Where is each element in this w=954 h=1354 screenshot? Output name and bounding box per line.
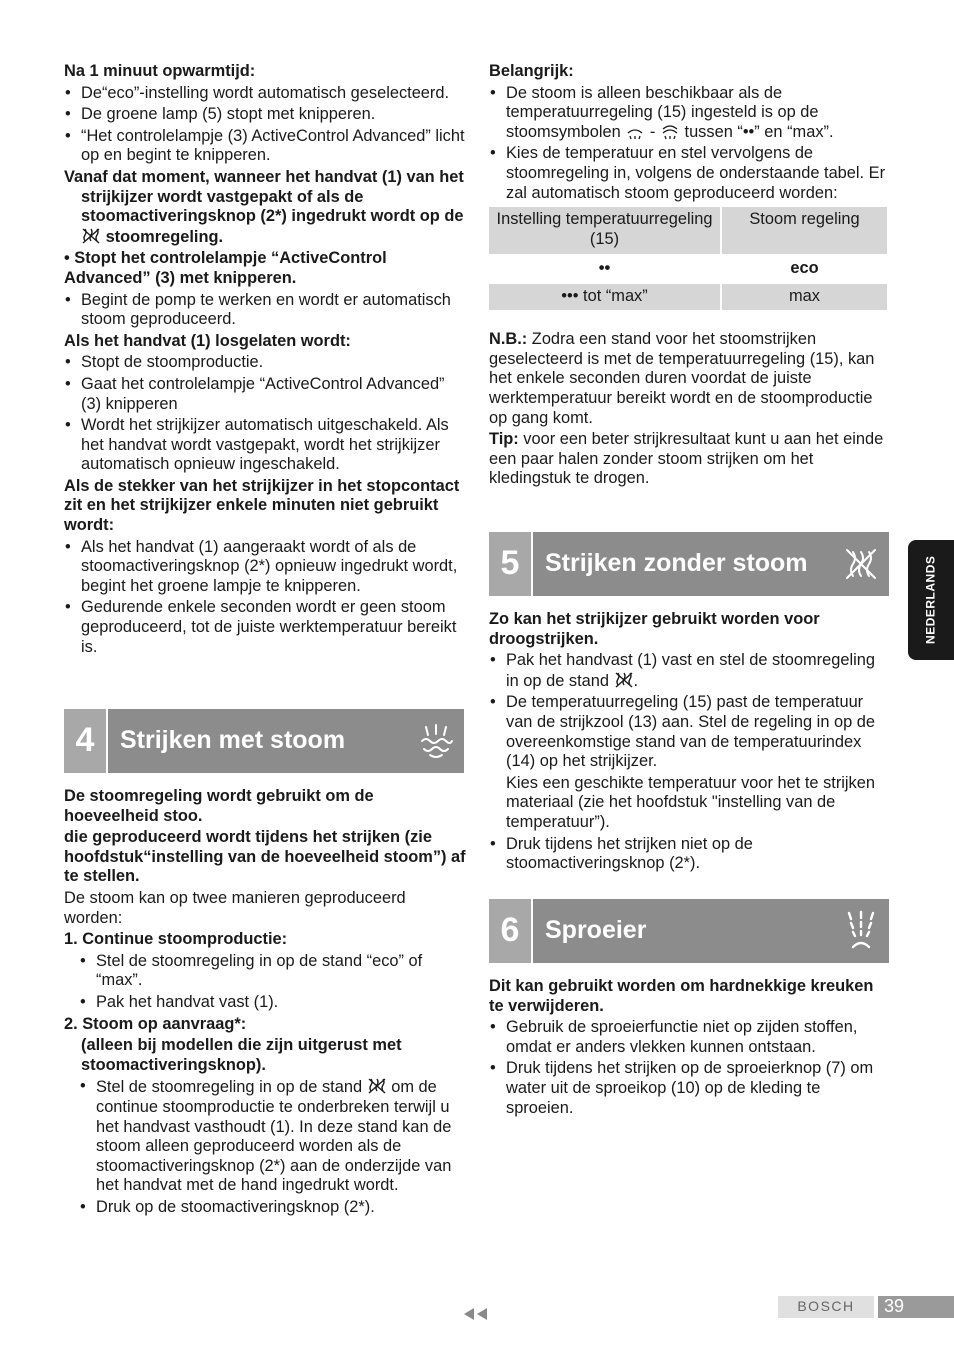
pump-list — [64, 291, 466, 330]
s4-heading-2b: (alleen bij modellen die zijn uitgerust met stoomactiveringsknop). — [81, 1036, 402, 1074]
section-4-body — [64, 787, 466, 1219]
from-moment-text: Vanaf dat moment, wanneer het handvat (1) van het strijkijzer wordt vastgepakt of als de stoomactiveringsknop (2*) ingedrukt wordt op de — [64, 167, 464, 226]
table-cell: ••• tot “max” — [489, 284, 720, 310]
s4-paragraph: De stoom kan op twee manieren geproduceerd worden: — [64, 888, 406, 927]
plug-list — [64, 538, 466, 658]
section-number: 4 — [64, 709, 108, 773]
no-steam-icon — [81, 227, 101, 245]
list-item: • Stopt de stoomproductie. — [64, 353, 466, 373]
table-header-cell: Instelling temperatuurregeling (15) — [489, 207, 720, 254]
from-moment-end: stoomregeling. — [105, 227, 224, 246]
no-steam-icon — [833, 532, 889, 596]
section-6-header — [489, 899, 889, 963]
list-item: • Als het handvat (1) aangeraakt wordt of als de stoomactiveringsknop (2*) opnieuw ingedrukt wordt, begint het groene lampje te knipperen. — [64, 538, 466, 597]
section-title: Sproeier — [545, 916, 647, 945]
spray-icon — [833, 899, 889, 963]
list-item: • Druk tijdens het strijken op de sproeierknop (7) om water uit de sproeikop (10) op de kleding te sproeien. — [489, 1059, 889, 1118]
nav-back-icon — [462, 1306, 492, 1328]
s4-bold-1: De stoomregeling wordt gebruikt om de hoeveelheid stoo. — [64, 787, 374, 825]
list-item: • Druk tijdens het strijken niet op de stoomactiveringsknop (2*). — [489, 835, 889, 874]
no-steam-icon — [367, 1077, 387, 1095]
table-cell: •• — [489, 254, 720, 284]
s6-bold: Dit kan gebruikt worden om hardnekkige kreuken te verwijderen. — [489, 977, 874, 1015]
release-heading: Als het handvat (1) losgelaten wordt: — [64, 331, 351, 350]
s5-bold: Zo kan het strijkijzer gebruikt worden voor droogstrijken. — [489, 610, 820, 648]
section-5-header — [489, 532, 889, 596]
language-tab — [908, 540, 954, 660]
steam-icon — [408, 709, 464, 773]
brand-label: BOSCH — [778, 1296, 874, 1318]
left-column — [64, 62, 466, 659]
important-heading: Belangrijk: — [489, 62, 574, 80]
page-number: 39 — [878, 1296, 954, 1318]
s6-list — [489, 1018, 889, 1118]
section-5-body — [489, 610, 889, 876]
plug-heading: Als de stekker van het strijkijzer in het stopcontact zit en het strijkijzer enkele minuten niet gebruikt wordt: — [64, 476, 460, 535]
section-number: 6 — [489, 899, 533, 963]
list-item: • Gedurende enkele seconden wordt er geen stoom geproduceerd, tot de juiste werktemperatuur bereikt is. — [64, 598, 466, 657]
list-item: • De temperatuurregeling (15) past de temperatuur van de strijkzool (13) aan. Stel de regeling in op de overeenkomstige stand van de temperatuurindex (14) op het strijkijzer. — [489, 693, 889, 771]
table-header-cell: Stoom regeling — [720, 207, 887, 254]
list-item: • “Het controlelampje (3) ActiveControl Advanced” licht op en begint te knipperen. — [64, 127, 466, 166]
list-item: • Kies de temperatuur en stel vervolgens de stoomregeling in, volgens de onderstaande tabel. Er zal automatisch stoom geproduceerd worden: — [489, 144, 889, 203]
list-item: • Pak het handvat vast (1). — [64, 993, 466, 1013]
tip-text: voor een beter strijkresultaat kunt u aan het einde een paar halen zonder stoom strijken om het kledingstuk te drogen. — [489, 430, 884, 488]
language-label: NEDERLANDS — [923, 555, 938, 645]
s5-l1-end: . — [633, 671, 639, 690]
table-cell: max — [720, 284, 887, 310]
list-item: • Begint de pomp te werken en wordt er automatisch stoom geproduceerd. — [64, 291, 466, 330]
s4-heading-1: 1. Continue stoomproductie: — [64, 930, 288, 949]
tip-label: Tip: — [489, 430, 519, 449]
stops-paragraph: • Stopt het controlelampje “ActiveControl Advanced” (3) met knipperen. — [64, 249, 387, 287]
list-item — [64, 1077, 466, 1196]
no-steam-icon — [614, 671, 634, 689]
section-title: Strijken zonder stoom — [545, 549, 808, 578]
s4-l2-text-a: Stel de stoomregeling in op de stand — [96, 1078, 363, 1097]
table-cell: eco — [720, 254, 887, 284]
right-column — [489, 62, 889, 491]
s4-l2-text-b: om de continue stoomproductie te onderbreken terwijl u het handvast vasthoudt (1). In deze stand kan de stoom alleen geproduceerd worden als de stoomactiveringsknop (2*) aan de onderzijde van het handvat met de hand ingedrukt wordt. — [96, 1078, 452, 1195]
imp1-text-a: De stoom is alleen beschikbaar als de temperatuurregeling (15) ingesteld is op de stoomsymbolen — [506, 83, 819, 141]
warmup-heading: Na 1 minuut opwarmtijd: — [64, 62, 256, 80]
list-item: • Gebruik de sproeierfunctie niet op zijden stoffen, omdat er anders vlekken kunnen ontstaan. — [489, 1018, 889, 1057]
list-item: • Wordt het strijkijzer automatisch uitgeschakeld. Als het handvat wordt vastgepakt, wordt het strijkijzer automatisch opnieuw ingeschakeld. — [64, 416, 466, 475]
s5-l1-text: Pak het handvast (1) vast en stel de stoomregeling in op de stand — [506, 651, 875, 690]
imp1-text-b: tussen “••” en “max”. — [684, 122, 834, 141]
list-item: • De“eco”-instelling wordt automatisch geselecteerd. — [64, 84, 466, 104]
s4-list-2 — [64, 1077, 466, 1217]
table-row — [489, 254, 887, 284]
s5-list — [489, 651, 889, 874]
table-row — [489, 284, 887, 310]
list-item: • Gaat het controlelampje “ActiveControl Advanced” (3) knipperen — [64, 375, 466, 414]
table-header-row — [489, 207, 887, 254]
list-item: Kies een geschikte temperatuur voor het te strijken materiaal (zie het hoofdstuk "instelling van de temperatuur”). — [506, 773, 875, 831]
steam-max-icon — [660, 124, 680, 140]
list-item: • De groene lamp (5) stopt met knipperen. — [64, 105, 466, 125]
nb-label: N.B.: — [489, 330, 528, 349]
important-list — [489, 84, 889, 204]
imp1-dash: - — [649, 122, 656, 141]
section-number: 5 — [489, 532, 533, 596]
from-moment-paragraph — [64, 168, 466, 247]
section-6-body — [489, 977, 889, 1120]
s4-heading-2: 2. Stoom op aanvraag*: — [64, 1014, 247, 1033]
s4-list-1 — [64, 952, 466, 1013]
list-item: • Druk op de stoomactiveringsknop (2*). — [64, 1198, 466, 1218]
release-list — [64, 353, 466, 475]
settings-table — [489, 207, 887, 310]
warmup-list — [64, 84, 466, 166]
list-item: • Stel de stoomregeling in op de stand “eco” of “max”. — [64, 952, 466, 991]
s4-bold-2: die geproduceerd wordt tijdens het strijken (zie hoofdstuk“instelling van de hoeveelheid stoom”) af te stellen. — [64, 828, 466, 886]
steam-dots-icon — [625, 124, 645, 140]
list-item — [489, 651, 889, 691]
section-4-header — [64, 709, 464, 773]
tip-paragraph — [489, 430, 889, 489]
section-title: Strijken met stoom — [120, 726, 346, 755]
nb-text: Zodra een stand voor het stoomstrijken geselecteerd is met de temperatuurregeling (15), kan het enkele seconden duren voordat de juiste werktemperatuur bereikt wordt en de stoomproductie op gang komt. — [489, 330, 875, 427]
nb-paragraph — [489, 330, 889, 428]
list-item — [489, 84, 889, 143]
